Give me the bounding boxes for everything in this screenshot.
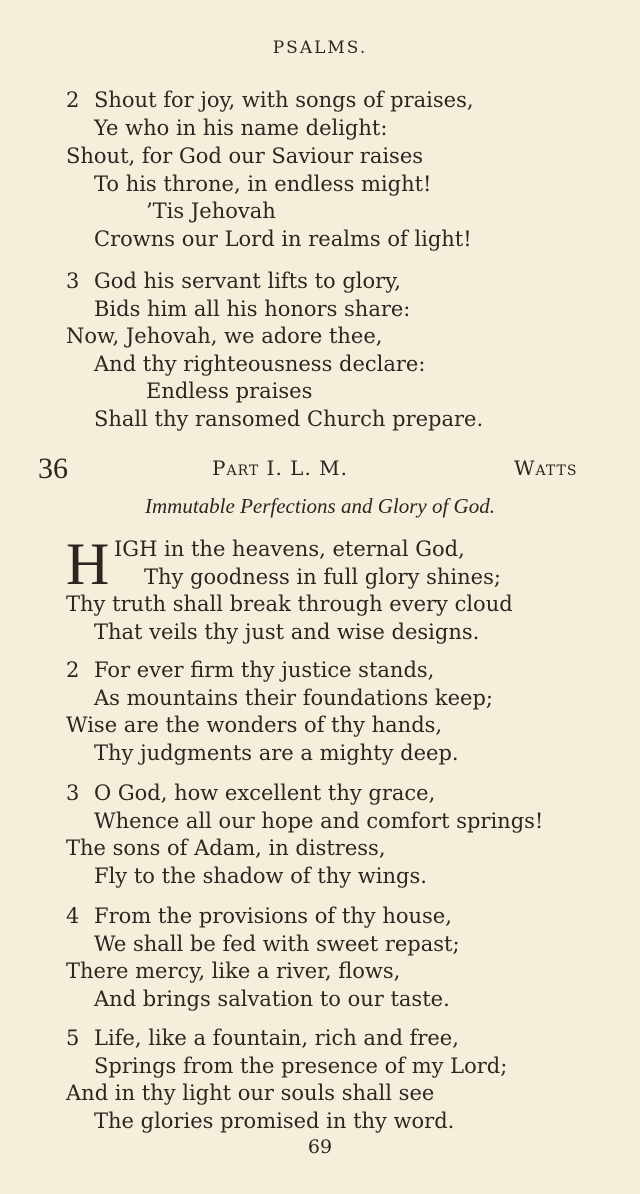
verse-line: Wise are the wonders of thy hands, — [66, 713, 443, 737]
verse-line: O God, how excellent thy grace, — [94, 781, 436, 805]
verse-line: Shout, for God our Saviour raises — [66, 144, 424, 168]
verse-line: For ever firm thy justice stands, — [94, 658, 435, 682]
verse-line: Shout for joy, with songs of praises, — [94, 88, 474, 112]
stanza-number: 5 — [66, 1026, 80, 1050]
verse-line: The glories promised in thy word. — [94, 1109, 455, 1133]
hymn-number: 36 — [38, 452, 68, 485]
hymn-meter: Part I. L. M. — [212, 456, 349, 480]
verse-line: Thy truth shall break through every cloud — [66, 592, 513, 616]
verse-line: Ye who in his name delight: — [94, 116, 388, 140]
hymn-title: Immutable Perfections and Glory of God. — [145, 494, 495, 518]
verse-line: From the provisions of thy house, — [94, 904, 452, 928]
running-head: PSALMS. — [272, 38, 368, 58]
verse-line: ’Tis Jehovah — [146, 199, 276, 223]
verse-line: Endless praises — [146, 379, 313, 403]
stanza-number: 2 — [66, 88, 80, 112]
verse-line: We shall be fed with sweet repast; — [94, 932, 460, 956]
verse-line: Whence all our hope and comfort springs! — [94, 809, 544, 833]
verse-line: Springs from the presence of my Lord; — [94, 1054, 508, 1078]
verse-line: Crowns our Lord in realms of light! — [94, 227, 472, 251]
hymn-header — [0, 452, 640, 486]
verse-line: The sons of Adam, in distress, — [66, 836, 386, 860]
stanza-number: 3 — [66, 781, 80, 805]
verse-line: Fly to the shadow of thy wings. — [94, 864, 427, 888]
verse-line: Life, like a fountain, rich and free, — [94, 1026, 459, 1050]
page-number: 69 — [307, 1136, 333, 1158]
stanza-number: 3 — [66, 269, 80, 293]
hymn-author: Watts — [514, 456, 578, 480]
stanza-number: 4 — [66, 904, 80, 928]
verse-line: And brings salvation to our taste. — [94, 987, 450, 1011]
verse-line: God his servant lifts to glory, — [94, 269, 401, 293]
verse-line: Thy judgments are a mighty deep. — [94, 741, 459, 765]
stanza-number: 2 — [66, 658, 80, 682]
verse-line: That veils thy just and wise designs. — [94, 620, 480, 644]
verse-line: And thy righteousness declare: — [94, 352, 426, 376]
verse-line: Now, Jehovah, we adore thee, — [66, 324, 383, 348]
verse-line: As mountains their foundations keep; — [94, 686, 493, 710]
verse-line: There mercy, like a river, flows, — [66, 959, 401, 983]
verse-line: Bids him all his honors share: — [94, 297, 411, 321]
verse-line: IGH in the heavens, eternal God, — [114, 537, 465, 561]
verse-line: And in thy light our souls shall see — [66, 1081, 435, 1105]
drop-cap: H — [66, 531, 110, 597]
verse-line: To his throne, in endless might! — [94, 172, 432, 196]
verse-line: Thy goodness in full glory shines; — [144, 565, 501, 589]
verse-line: Shall thy ransomed Church prepare. — [94, 407, 484, 431]
